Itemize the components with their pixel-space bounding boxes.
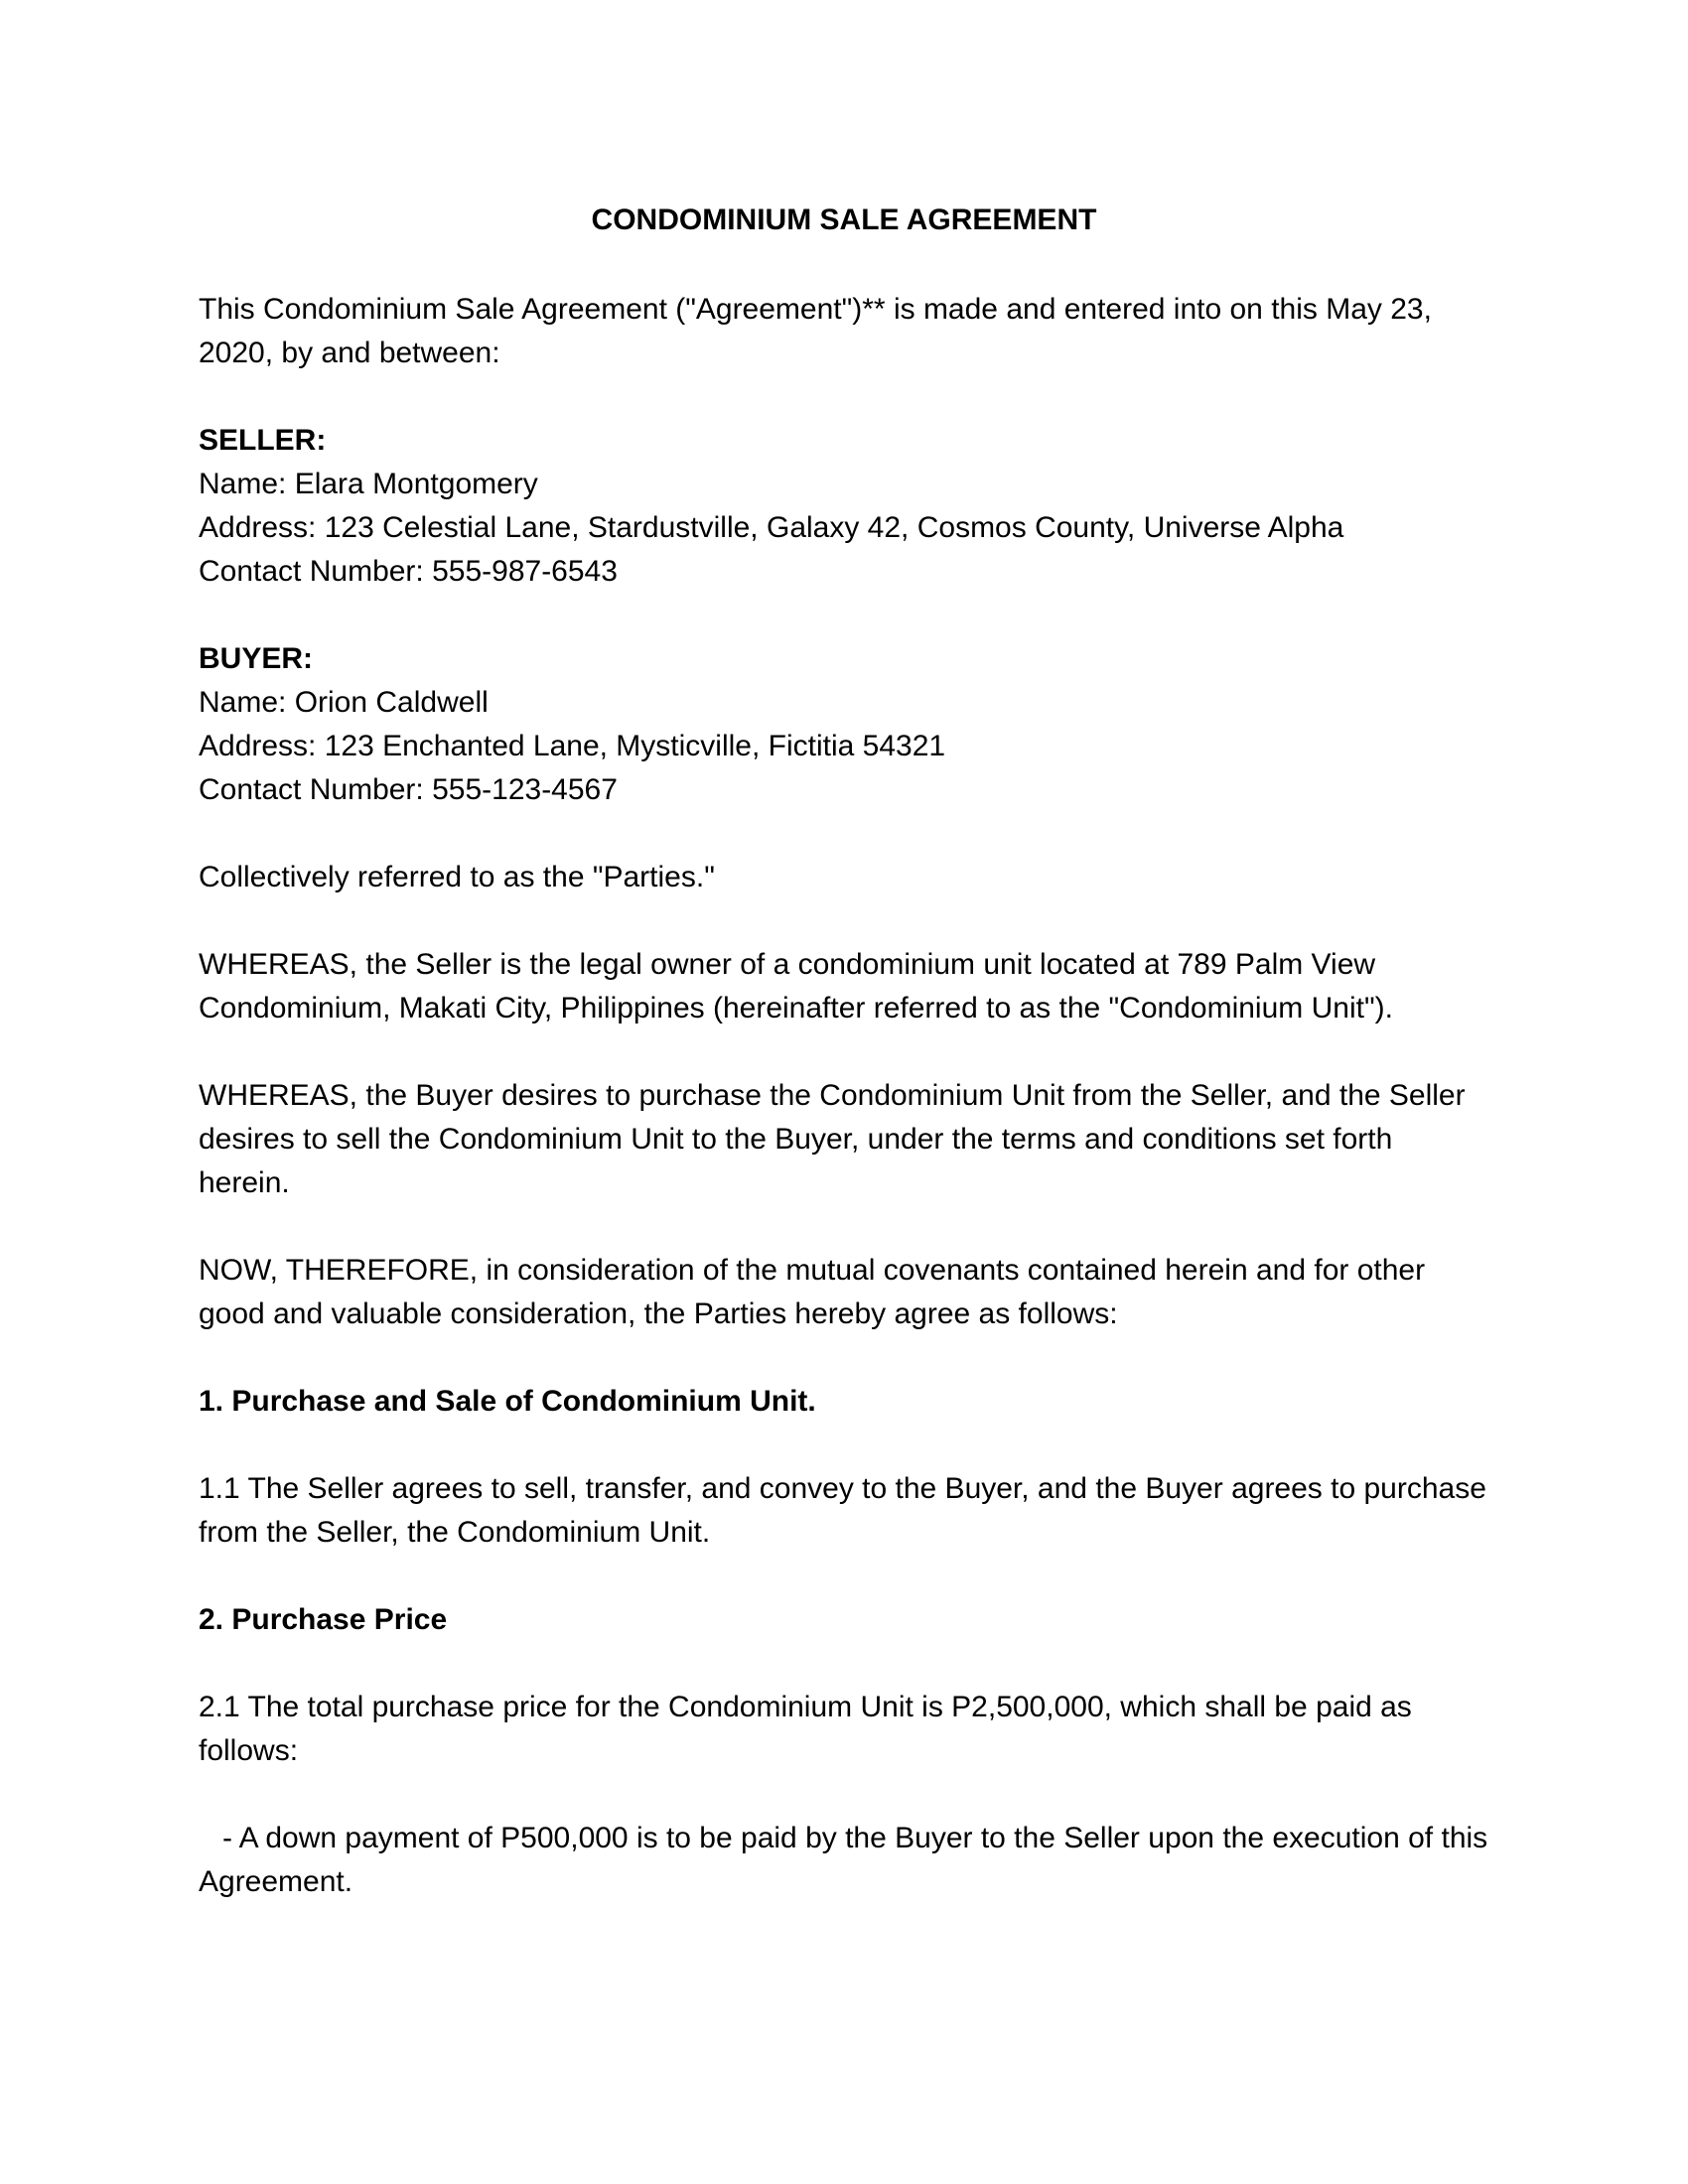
- seller-address: Address: 123 Celestial Lane, Stardustville, Galaxy 42, Cosmos County, Universe Alpha: [199, 511, 1344, 544]
- whereas-intent: WHEREAS, the Buyer desires to purchase the Condominium Unit from the Seller, and the Seller desires to sell the Condominium Unit to the Buyer, under the terms and conditions set forth herein.: [199, 1079, 1466, 1199]
- seller-name: Name: Elara Montgomery: [199, 468, 538, 500]
- clause-1-1: 1.1 The Seller agrees to sell, transfer, and convey to the Buyer, and the Buyer agrees to purchase from the Seller, the Condominium Unit.: [199, 1472, 1486, 1549]
- down-payment-item: - A down payment of P500,000 is to be paid by the Buyer to the Seller upon the execution of this Agreement.: [199, 1822, 1488, 1898]
- document-title: CONDOMINIUM SALE AGREEMENT: [591, 204, 1097, 236]
- parties-definition: Collectively referred to as the "Parties.": [199, 861, 715, 893]
- section-2-heading: 2. Purchase Price: [199, 1603, 448, 1636]
- seller-block: [199, 419, 1489, 594]
- clause-2-1: 2.1 The total purchase price for the Condominium Unit is P2,500,000, which shall be paid as follows:: [199, 1691, 1412, 1767]
- buyer-address: Address: 123 Enchanted Lane, Mysticville, Fictitia 54321: [199, 730, 946, 762]
- buyer-contact: Contact Number: 555-123-4567: [199, 773, 618, 806]
- whereas-ownership: WHEREAS, the Seller is the legal owner of a condominium unit located at 789 Palm View Condominium, Makati City, Philippines (hereinafter referred to as the "Condominium Unit").: [199, 948, 1393, 1024]
- intro-paragraph: This Condominium Sale Agreement ("Agreement")** is made and entered into on this May 23, 2020, by and between:: [199, 293, 1432, 369]
- section-1-heading: 1. Purchase and Sale of Condominium Unit.: [199, 1385, 816, 1418]
- now-therefore-clause: NOW, THEREFORE, in consideration of the mutual covenants contained herein and for other good and valuable consideration, the Parties hereby agree as follows:: [199, 1254, 1426, 1330]
- buyer-name: Name: Orion Caldwell: [199, 686, 489, 719]
- seller-heading: SELLER:: [199, 424, 327, 457]
- seller-contact: Contact Number: 555-987-6543: [199, 555, 618, 588]
- buyer-heading: BUYER:: [199, 642, 314, 675]
- buyer-block: [199, 637, 1489, 812]
